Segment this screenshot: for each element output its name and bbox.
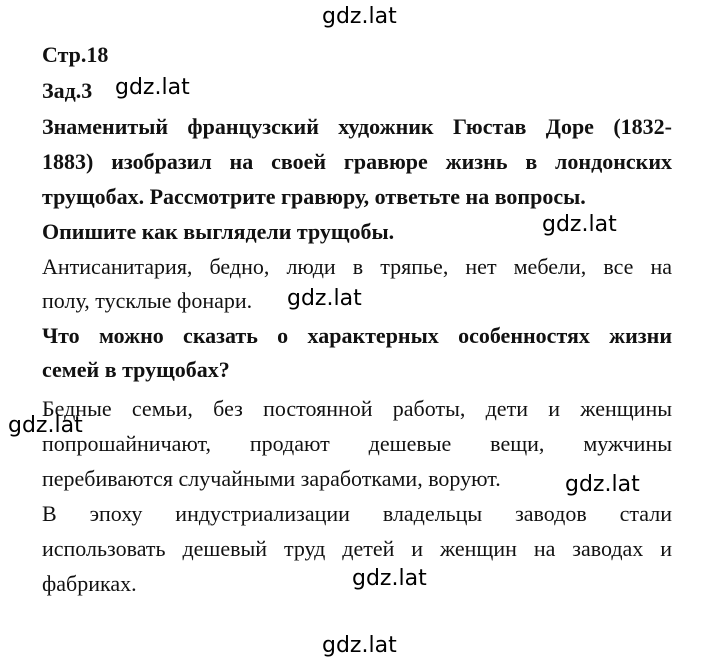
question-2-line: семей в трущобах?: [42, 357, 230, 382]
watermark: gdz.lat: [352, 566, 427, 591]
task-number: Зад.3: [42, 78, 93, 103]
answer-3-line: В эпоху индустриализации владельцы заводов стали: [42, 501, 672, 526]
answer-2-line: попрошайничают, продают дешевые вещи, мужчины: [42, 431, 672, 456]
watermark: gdz.lat: [565, 472, 640, 497]
watermark: gdz.lat: [115, 75, 190, 100]
answer-1-line: Антисанитария, бедно, люди в тряпье, нет мебели, все на: [42, 254, 672, 279]
watermark: gdz.lat: [322, 633, 397, 658]
question-intro-line: 1883) изобразил на своей гравюре жизнь в лондонских: [42, 149, 672, 174]
question-1: Опишите как выглядели трущобы.: [42, 219, 395, 244]
answer-3-line: фабриках.: [42, 571, 137, 596]
watermark: gdz.lat: [542, 212, 617, 237]
answer-1-line: полу, тусклые фонари.: [42, 288, 253, 313]
answer-2-line: перебиваются случайными заработками, воруют.: [42, 466, 501, 491]
question-2-line: Что можно сказать о характерных особенностях жизни: [42, 323, 672, 348]
question-intro-line: трущобах. Рассмотрите гравюру, ответьте на вопросы.: [42, 184, 586, 209]
answer-3-line: использовать дешевый труд детей и женщин на заводах и: [42, 536, 672, 561]
answer-2-line: Бедные семьи, без постоянной работы, дети и женщины: [42, 396, 672, 421]
question-intro-line: Знаменитый французский художник Гюстав Доре (1832-: [42, 114, 672, 139]
page-number: Стр.18: [42, 42, 109, 67]
watermark: gdz.lat: [287, 286, 362, 311]
watermark: gdz.lat: [8, 413, 83, 438]
watermark: gdz.lat: [322, 4, 397, 29]
